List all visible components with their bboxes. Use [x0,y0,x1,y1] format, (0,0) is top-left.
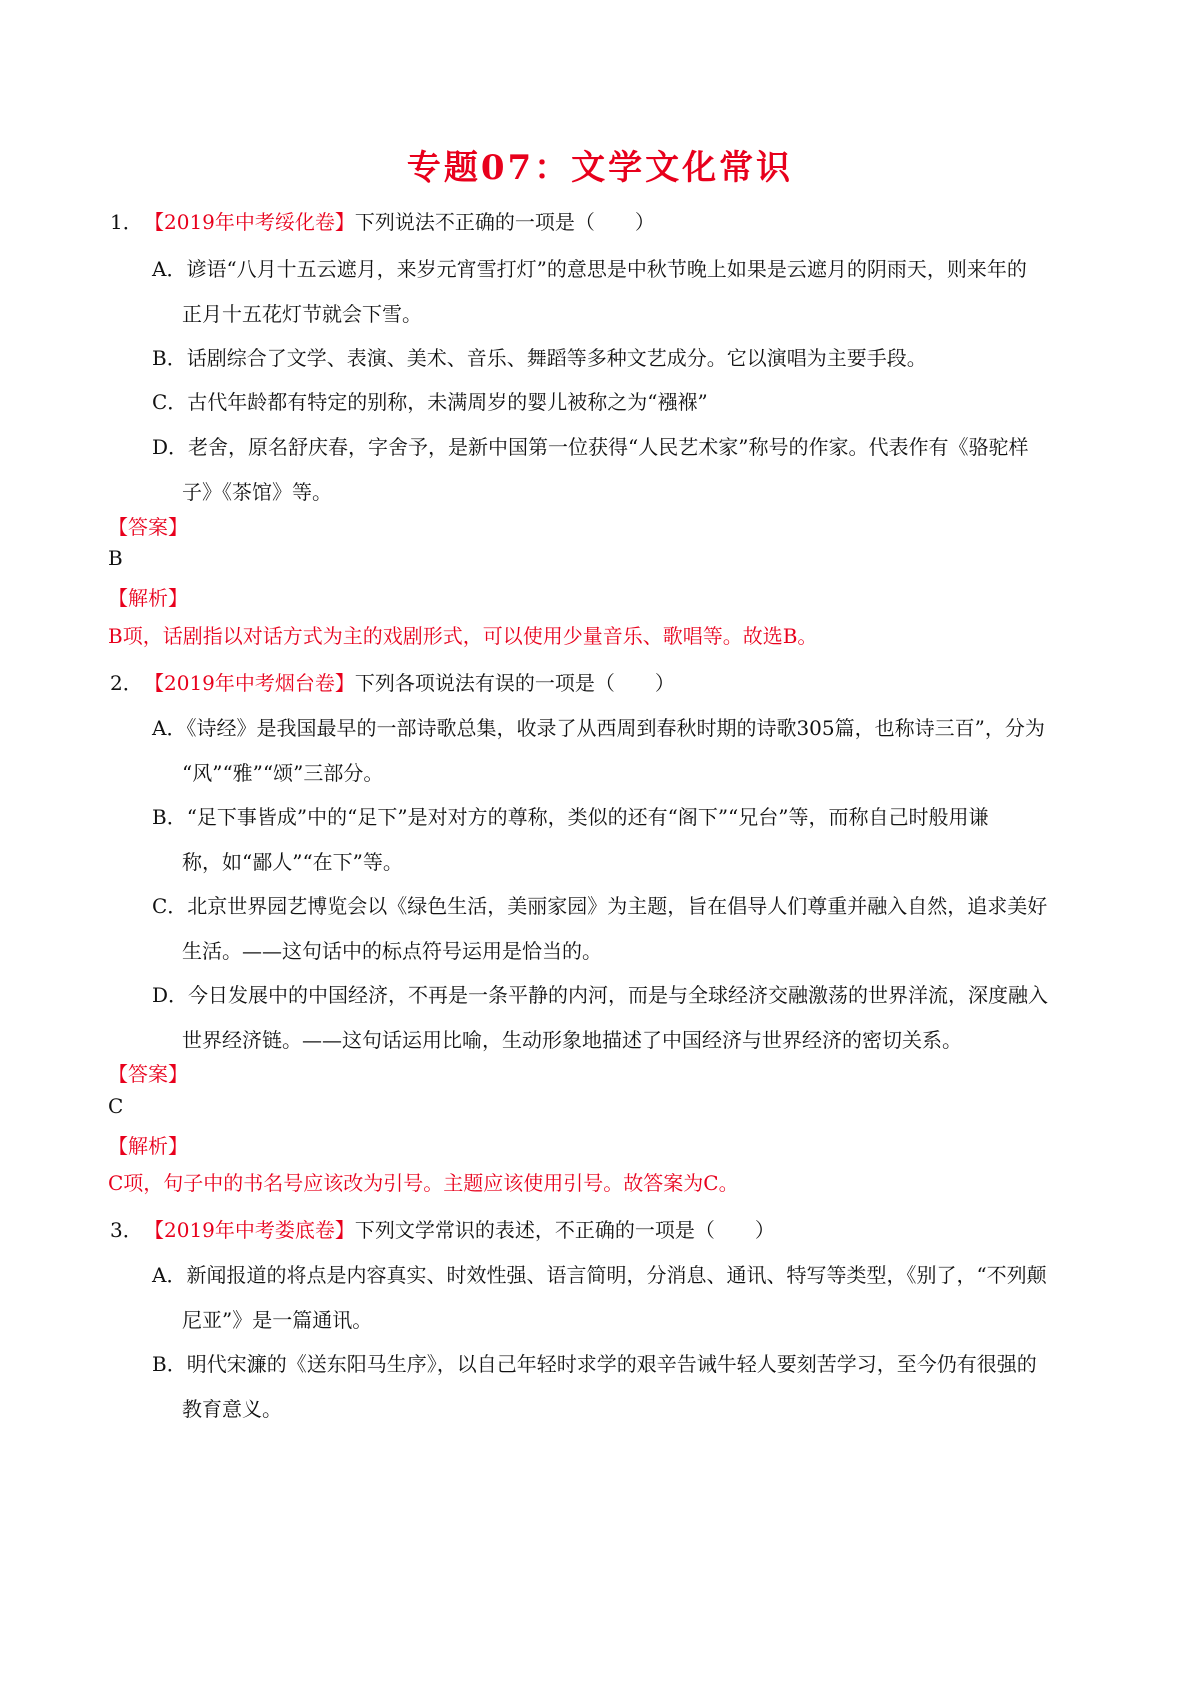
option-d-line-1: D．老舍，原名舒庆春，字舍予，是新中国第一位获得“人民艺术家”称号的作家。代表作有《骆驼样 [152,435,1029,459]
answer-label: 【答案】 [108,515,188,539]
option-b-line-1: B．明代宋濂的《送东阳马生序》，以自己年轻时求学的艰辛告诫牛轻人要刻苦学习，至今仍有很强的 [152,1352,1037,1376]
question-number: 1． [110,210,143,234]
question-source: 【2019年中考烟台卷】 [144,671,355,695]
option-b-line-1: B．话剧综合了文学、表演、美术、音乐、舞蹈等多种文艺成分。它以演唱为主要手段。 [152,346,927,370]
option-d-line-2: 世界经济链。——这句话运用比喻，生动形象地描述了中国经济与世界经济的密切关系。 [182,1028,962,1052]
option-d-line-1: D．今日发展中的中国经济，不再是一条平静的内河，而是与全球经济交融激荡的世界洋流，深度融入 [152,983,1049,1007]
analysis-text: B项，话剧指以对话方式为主的戏剧形式，可以使用少量音乐、歌唱等。故选B。 [108,624,818,648]
option-b-line-2: 称，如“鄙人”“在下”等。 [182,850,403,874]
question-2-stem [110,667,675,696]
question-number: 3． [110,1218,143,1242]
question-text: 下列说法不正确的一项是（ ） [354,210,655,234]
question-1-stem [110,206,655,235]
answer-label: 【答案】 [108,1062,188,1086]
analysis-text: C项，句子中的书名号应该改为引号。主题应该使用引号。故答案为C。 [108,1171,739,1195]
question-text: 下列各项说法有误的一项是（ ） [354,671,675,695]
option-a-line-2: “风”“雅”“颂”三部分。 [182,761,384,785]
answer-value: C [108,1094,124,1118]
option-c-line-1: C．古代年龄都有特定的别称，未满周岁的婴儿被称之为“襁褓” [152,390,708,414]
question-number: 2． [110,671,143,695]
option-a-line-2: 正月十五花灯节就会下雪。 [182,302,422,326]
page-title: 专题07：文学文化常识 [406,148,794,188]
analysis-label: 【解析】 [108,586,188,610]
question-source: 【2019年中考娄底卷】 [144,1218,355,1242]
analysis-label: 【解析】 [108,1134,188,1158]
option-d-line-2: 子》《茶馆》等。 [182,480,332,504]
option-a-line-1: A．新闻报道的将点是内容真实、时效性强、语言简明，分消息、通讯、特写等类型，《别了，“不列颠 [152,1263,1047,1287]
option-a-line-2: 尼亚”》是一篇通讯。 [182,1308,373,1332]
option-c-line-2: 生活。——这句话中的标点符号运用是恰当的。 [182,939,602,963]
question-text: 下列文学常识的表述，不正确的一项是（ ） [354,1218,775,1242]
option-a-line-1: A．谚语“八月十五云遮月，来岁元宵雪打灯”的意思是中秋节晚上如果是云遮月的阴雨天，则来年的 [152,257,1027,281]
option-c-line-1: C．北京世界园艺博览会以《绿色生活，美丽家园》为主题，旨在倡导人们尊重并融入自然，追求美好 [152,894,1048,918]
answer-value: B [108,546,123,570]
option-b-line-1: B．“足下事皆成”中的“足下”是对对方的尊称，类似的还有“阁下”“兄台”等，而称自己时般用谦 [152,805,989,829]
question-source: 【2019年中考绥化卷】 [144,210,355,234]
question-3-stem [110,1214,775,1243]
option-b-line-2: 教育意义。 [182,1397,282,1421]
option-a-line-1: A．《诗经》是我国最早的一部诗歌总集，收录了从西周到春秋时期的诗歌305篇，也称诗三百”，分为 [152,716,1045,740]
